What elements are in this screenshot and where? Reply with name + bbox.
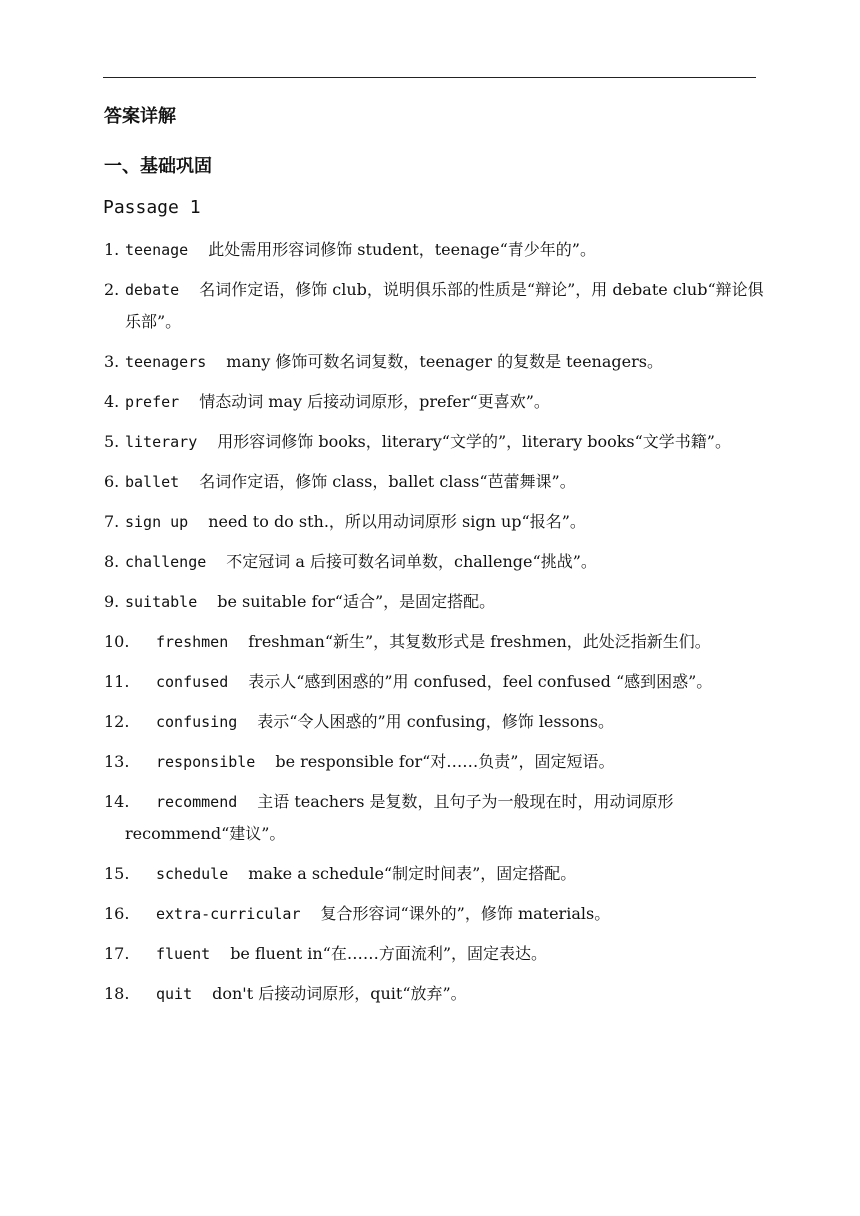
- answer-explanation: many 修饰可数名词复数，teenager 的复数是 teenagers。: [226, 352, 663, 371]
- answer-word: teenagers: [125, 353, 207, 371]
- answer-number: 17.: [104, 944, 130, 963]
- answer-word: confused: [156, 673, 229, 691]
- answer-number: 2.: [104, 280, 120, 299]
- answer-list: [104, 234, 764, 1018]
- answer-number: 10.: [104, 632, 130, 651]
- answer-explanation: don't 后接动词原形，quit“放弃”。: [212, 984, 467, 1003]
- page-title: 答案详解: [104, 106, 176, 127]
- answer-item: [104, 938, 764, 970]
- answer-explanation: 表示人“感到困惑的”用 confused，feel confused “感到困惑”。: [248, 672, 713, 691]
- answer-number: 5.: [104, 432, 120, 451]
- answer-number: 12.: [104, 712, 130, 731]
- answer-explanation: make a schedule“制定时间表”，固定搭配。: [248, 864, 577, 883]
- answer-explanation: be suitable for“适合”，是固定搭配。: [217, 592, 496, 611]
- answer-item: [104, 706, 764, 738]
- answer-number: 4.: [104, 392, 120, 411]
- answer-word: suitable: [125, 593, 198, 611]
- answer-word: confusing: [156, 713, 238, 731]
- answer-explanation: 表示“令人困惑的”用 confusing，修饰 lessons。: [257, 712, 614, 731]
- answer-item: [104, 346, 764, 378]
- answer-number: 13.: [104, 752, 130, 771]
- answer-item: [104, 858, 764, 890]
- answer-explanation: 此处需用形容词修饰 student，teenage“青少年的”。: [208, 240, 596, 259]
- answer-word: literary: [125, 433, 198, 451]
- answer-explanation: 情态动词 may 后接动词原形，prefer“更喜欢”。: [199, 392, 550, 411]
- section-heading: 一、基础巩固: [104, 156, 212, 177]
- answer-word: recommend: [156, 793, 238, 811]
- answer-word: challenge: [125, 553, 207, 571]
- answer-explanation: 名词作定语，修饰 class，ballet class“芭蕾舞课”。: [199, 472, 576, 491]
- answer-item: [104, 626, 764, 658]
- answer-item: [104, 274, 764, 338]
- answer-number: 16.: [104, 904, 130, 923]
- answer-number: 11.: [104, 672, 130, 691]
- answer-word: prefer: [125, 393, 180, 411]
- answer-explanation: freshman“新生”，其复数形式是 freshmen，此处泛指新生们。: [248, 632, 711, 651]
- answer-explanation: 用形容词修饰 books，literary“文学的”，literary books“文学书籍”。: [217, 432, 731, 451]
- answer-word: teenage: [125, 241, 189, 259]
- answer-item: [104, 898, 764, 930]
- answer-explanation: 名词作定语，修饰 club，说明俱乐部的性质是“辩论”，用 debate club“辩论俱乐部”。: [125, 280, 764, 331]
- answer-word: extra-curricular: [156, 905, 301, 923]
- answer-number: 18.: [104, 984, 130, 1003]
- answer-number: 8.: [104, 552, 120, 571]
- answer-word: schedule: [156, 865, 229, 883]
- answer-explanation: need to do sth.，所以用动词原形 sign up“报名”。: [208, 512, 586, 531]
- answer-item: [104, 978, 764, 1010]
- answer-item: [104, 666, 764, 698]
- top-rule: [103, 77, 756, 78]
- answer-word: ballet: [125, 473, 180, 491]
- answer-number: 7.: [104, 512, 120, 531]
- answer-number: 3.: [104, 352, 120, 371]
- answer-item: [104, 786, 764, 850]
- answer-item: [104, 386, 764, 418]
- answer-word: responsible: [156, 753, 256, 771]
- answer-word: sign up: [125, 513, 189, 531]
- answer-word: freshmen: [156, 633, 229, 651]
- answer-explanation: 不定冠词 a 后接可数名词单数，challenge“挑战”。: [226, 552, 597, 571]
- answer-item: [104, 426, 764, 458]
- answer-word: quit: [156, 985, 193, 1003]
- answer-number: 15.: [104, 864, 130, 883]
- answer-item: [104, 506, 764, 538]
- passage-label: Passage 1: [103, 197, 201, 218]
- answer-number: 14.: [104, 792, 130, 811]
- answer-number: 6.: [104, 472, 120, 491]
- answer-word: debate: [125, 281, 180, 299]
- answer-explanation: be responsible for“对……负责”，固定短语。: [275, 752, 615, 771]
- answer-item: [104, 586, 764, 618]
- answer-number: 9.: [104, 592, 120, 611]
- answer-item: [104, 746, 764, 778]
- answer-item: [104, 546, 764, 578]
- answer-explanation: 复合形容词“课外的”，修饰 materials。: [320, 904, 611, 923]
- answer-item: [104, 234, 764, 266]
- answer-explanation: be fluent in“在……方面流利”，固定表达。: [230, 944, 548, 963]
- answer-word: fluent: [156, 945, 211, 963]
- answer-number: 1.: [104, 240, 120, 259]
- answer-explanation: 主语 teachers 是复数，且句子为一般现在时，用动词原形 recommend“建议”。: [125, 792, 674, 843]
- answer-item: [104, 466, 764, 498]
